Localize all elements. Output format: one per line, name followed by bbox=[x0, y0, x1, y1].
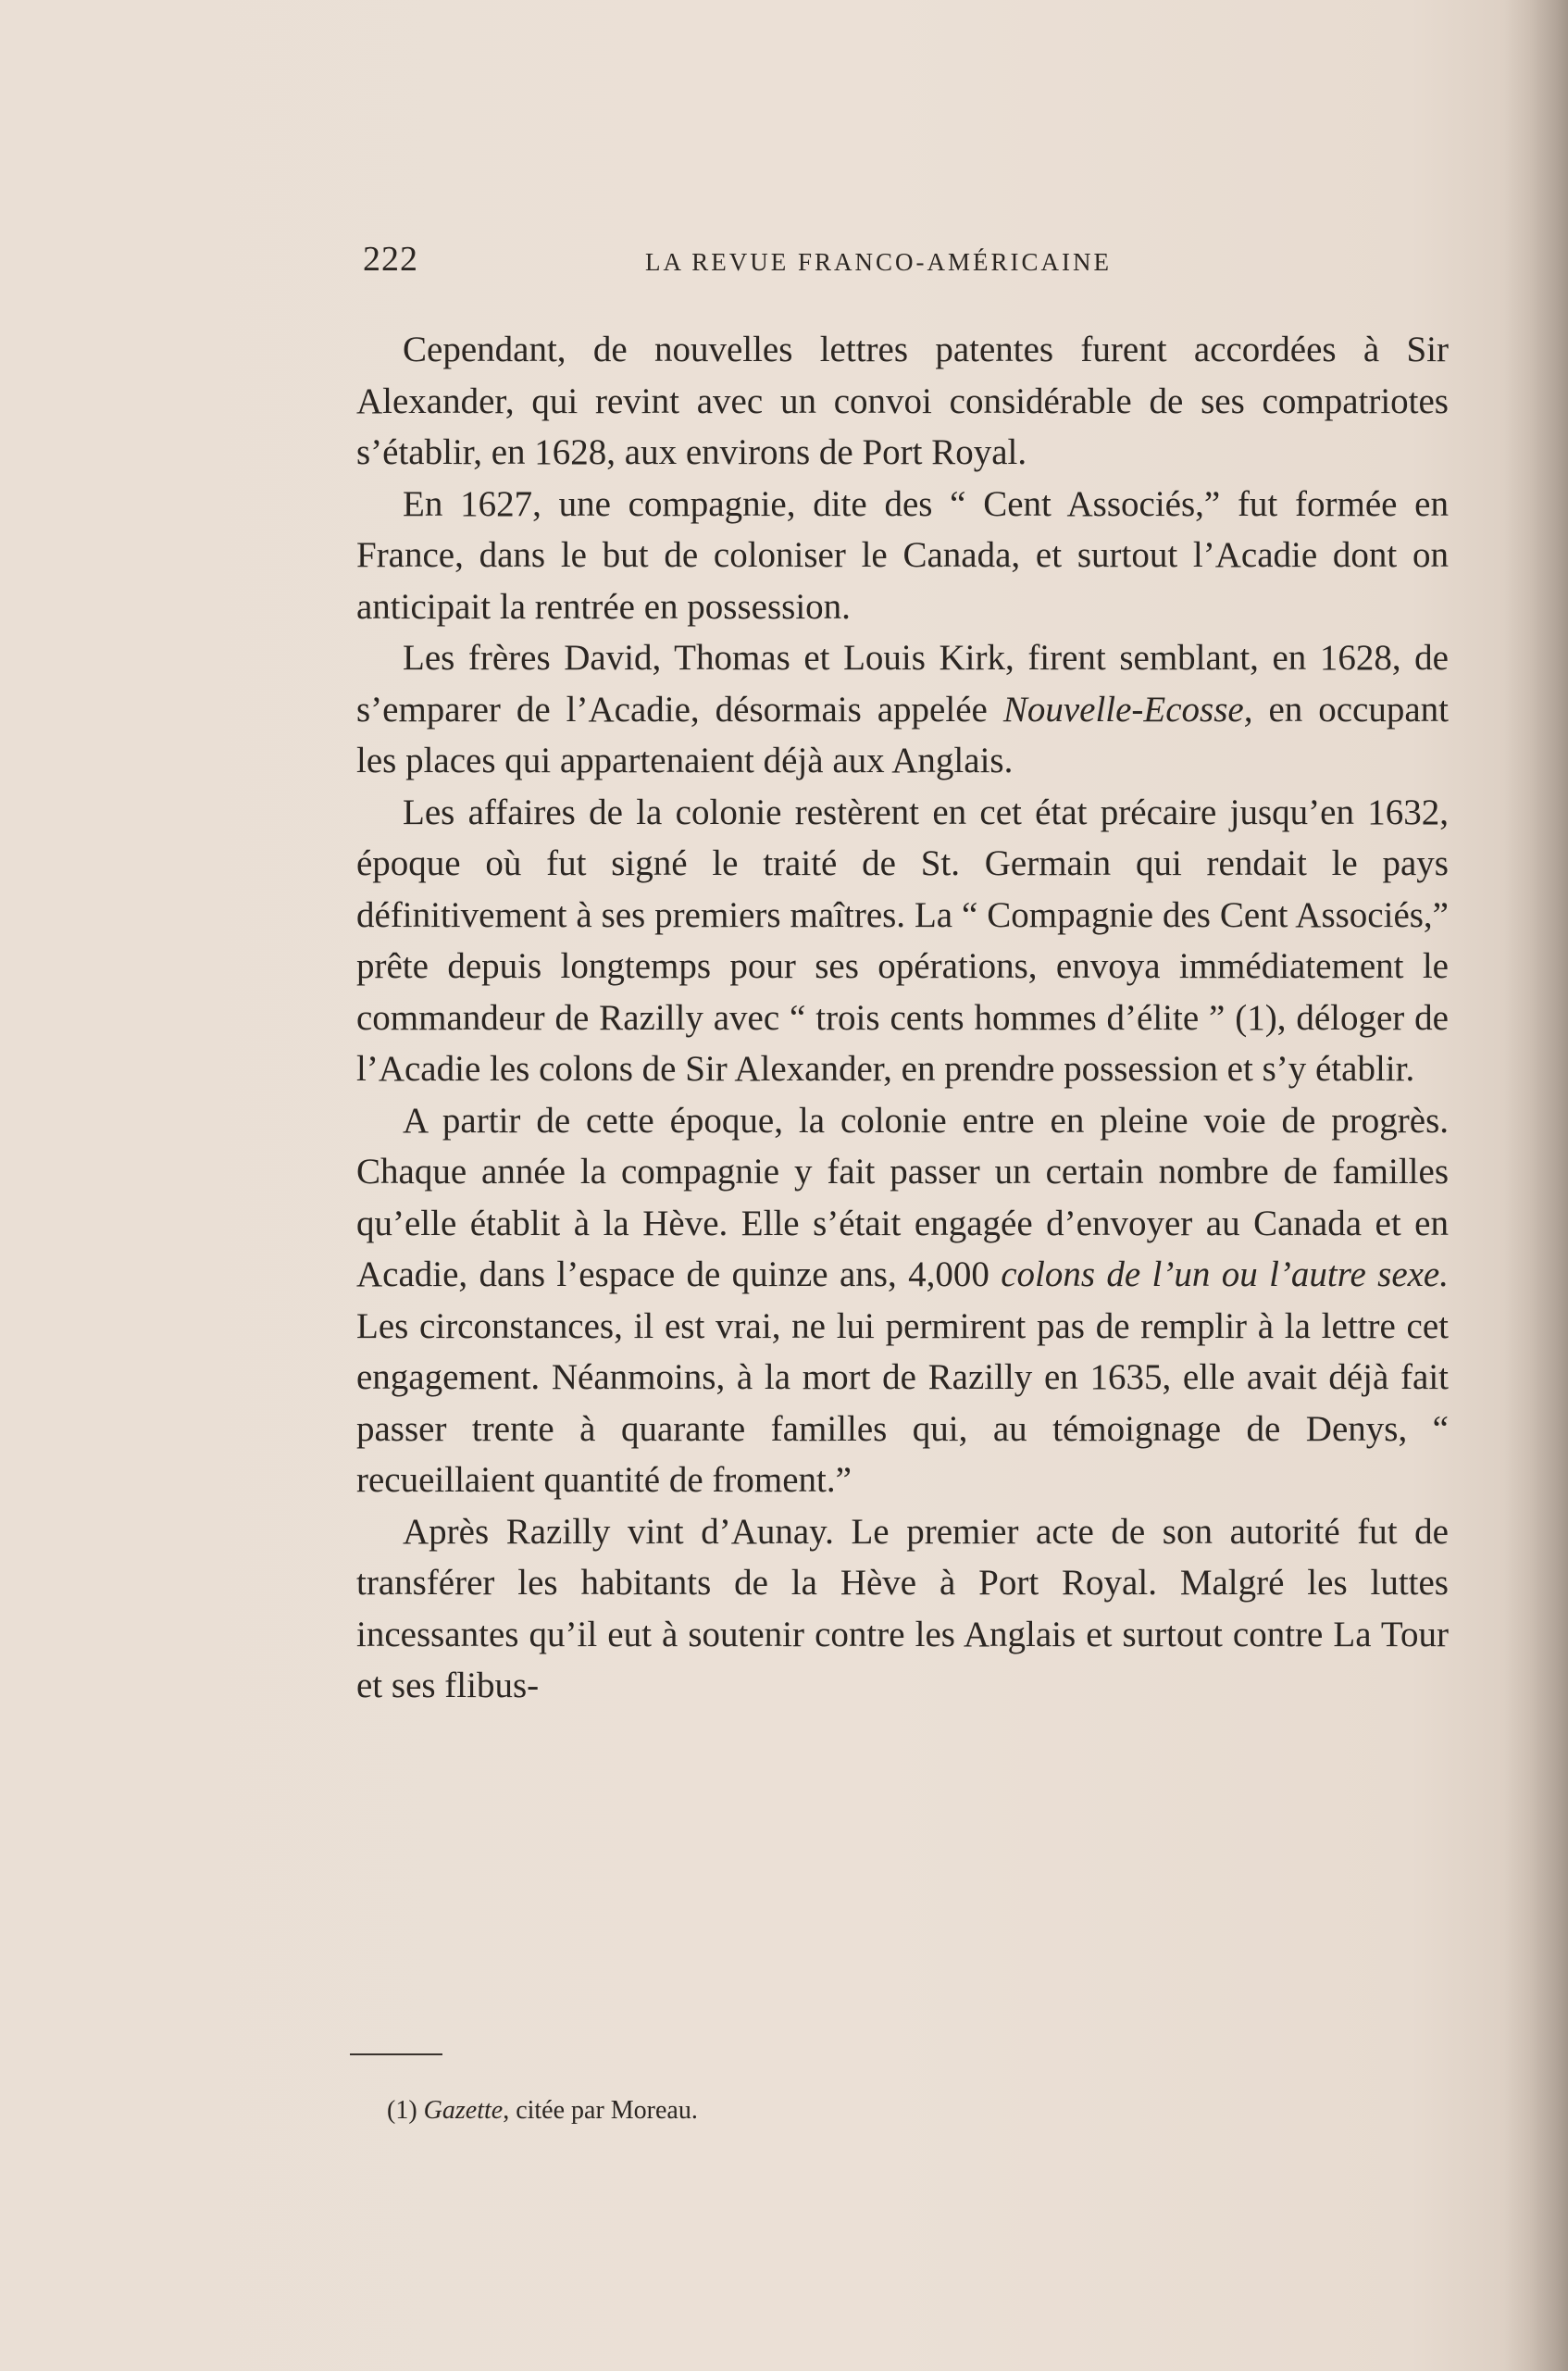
page-header bbox=[363, 239, 1270, 285]
paragraph-text: Cependant, de nouvelles lettres patentes furent accordées à Sir Alexander, qui revint avec un convoi considérable de ses compatriotes s’établir, en 1628, aux environs de Port Royal. bbox=[356, 330, 1449, 472]
body-text bbox=[356, 324, 1449, 1712]
paragraph-text: A partir de cette époque, la colonie entre en pleine voie de progrès. Chaque année la compagnie y fait passer un certain nombre de familles qu’elle établit à la Hève. Elle s’était engagée d’envoyer au Canada et en Acadie, dans l’espace de quinze ans, 4,000 bbox=[356, 1100, 1449, 1294]
paragraph-text: En 1627, une compagnie, dite des “ Cent Associés,” fut formée en France, dans le but de coloniser le Canada, et surtout l’Acadie dont on anticipait la rentrée en possession. bbox=[356, 483, 1449, 627]
paragraph-text: en occupant les places qui appartenaient déjà aux Anglais. bbox=[356, 689, 1449, 780]
footnote-text: , citée par Moreau. bbox=[503, 2096, 698, 2125]
paragraph-text: Les affaires de la colonie restèrent en cet état précaire jusqu’en 1632, époque où fut signé le traité de St. Germain qui rendait le pays définitivement à ses premiers maîtres. La “ Compagnie des Cent Associés,” prête depuis longtemps pour ses opérations, envoya immédiatement le commandeur de Razilly avec “ trois cents hommes d’élite ” (1), déloger de l’Acadie les colons de Sir Alexander, en prendre possession et s’y établir. bbox=[356, 792, 1449, 1089]
footnote-divider bbox=[350, 2053, 442, 2055]
paragraph-text: Après Razilly vint d’Aunay. Le premier acte de son autorité fut de transférer les habitants de la Hève à Port Royal. Malgré les luttes incessantes qu’il eut à soutenir contre les Anglais et surtout contre La Tour et ses flibus- bbox=[356, 1511, 1449, 1705]
footnote bbox=[387, 2094, 698, 2128]
footnote-source: Gazette bbox=[423, 2096, 504, 2125]
paragraph bbox=[356, 324, 1449, 479]
paragraph bbox=[356, 1095, 1449, 1506]
italic-place-name: Nouvelle-Ecosse, bbox=[1002, 689, 1253, 730]
running-title: LA REVUE FRANCO-AMÉRICAINE bbox=[645, 248, 1113, 276]
page-edge-shadow bbox=[1503, 0, 1568, 2371]
page-number: 222 bbox=[363, 240, 418, 279]
paragraph bbox=[356, 1506, 1449, 1712]
footnote-marker: (1) bbox=[387, 2096, 417, 2125]
italic-phrase: colons de l’un ou l’autre sexe. bbox=[1001, 1254, 1449, 1294]
paragraph-text: Les circonstances, il est vrai, ne lui permirent pas de remplir à la lettre cet engagement. Néanmoins, à la mort de Razilly en 1635, elle avait déjà fait passer trente à quarante familles qui, au témoignage de Denys, “ recueillaient quantité de froment.” bbox=[356, 1305, 1449, 1500]
paragraph bbox=[356, 632, 1449, 787]
paragraph bbox=[356, 479, 1449, 633]
paragraph bbox=[356, 787, 1449, 1095]
paragraph-text: Les frères David, Thomas et Louis Kirk, firent semblant, en 1628, de s’emparer de l’Acadie, désormais appelée bbox=[356, 638, 1449, 730]
